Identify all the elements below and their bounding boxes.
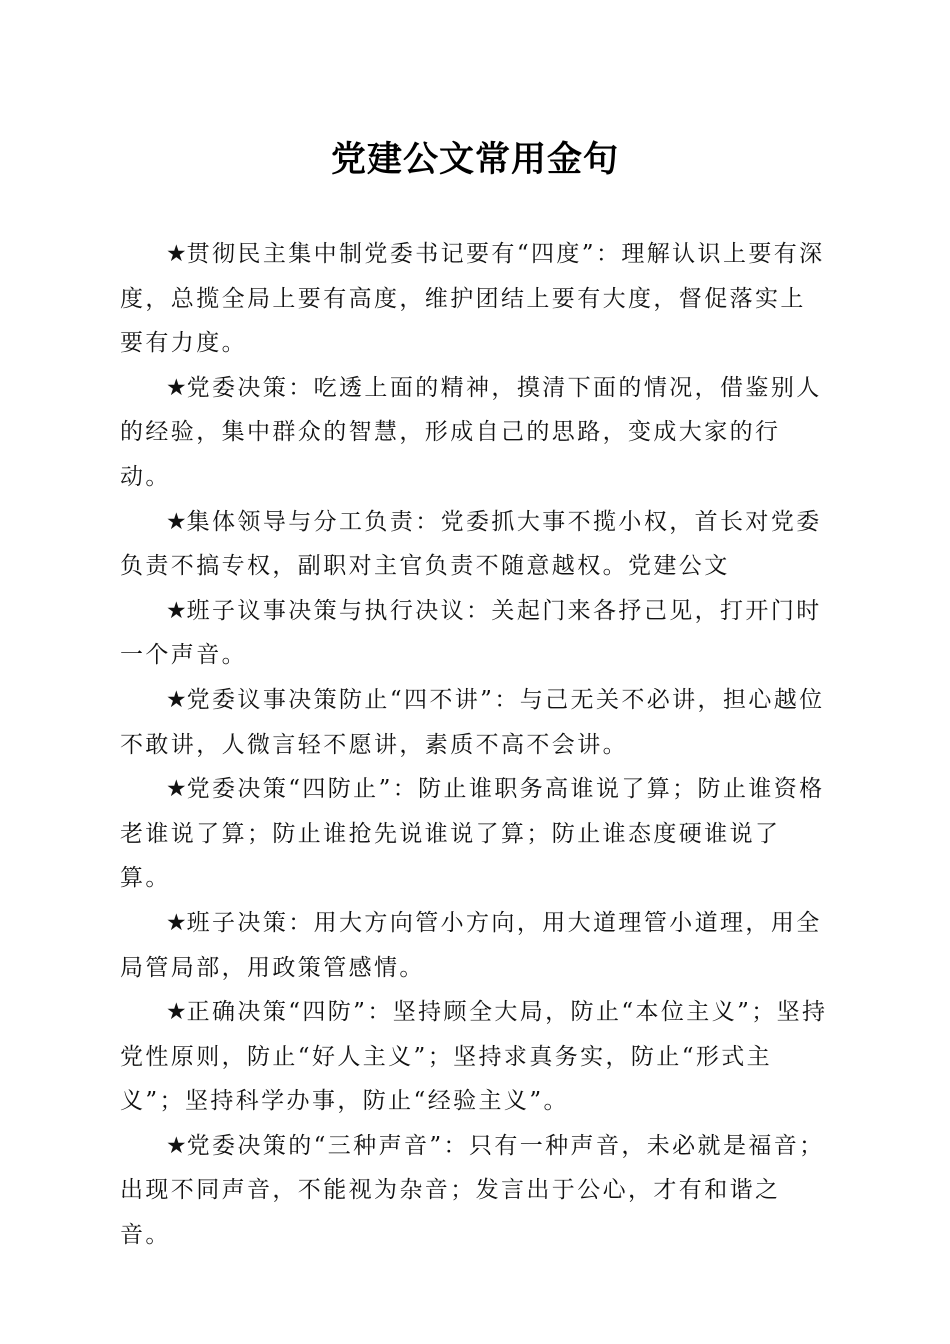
star-bullet-icon: ★: [166, 374, 187, 401]
document-title: 党建公文常用金句: [330, 139, 619, 180]
paragraph-text: 班子议事决策与执行决议：关起门来各抒己见，打开门时一个声音。: [120, 597, 822, 669]
paragraph-8: [120, 990, 830, 1124]
paragraph-4: [120, 589, 830, 678]
star-bullet-icon: ★: [166, 686, 187, 713]
paragraph-7: [120, 901, 830, 990]
star-bullet-icon: ★: [166, 241, 187, 267]
star-bullet-icon: ★: [166, 508, 187, 535]
paragraph-text: 班子决策：用大方向管小方向，用大道理管小道理，用全局管局部，用政策管感情。: [120, 909, 822, 981]
paragraph-2: [120, 366, 830, 500]
paragraph-text: 贯彻民主集中制党委书记要有“四度”：理解认识上要有深度，总揽全局上要有高度，维护团结上要有大度，督促落实上要有力度。: [120, 241, 825, 357]
paragraph-6: [120, 767, 830, 901]
paragraph-text: 党委议事决策防止“四不讲”：与己无关不必讲，担心越位不敢讲，人微言轻不愿讲，素质不高不会讲。: [120, 686, 825, 758]
paragraph-text: 党委决策“四防止”：防止谁职务高谁说了算；防止谁资格老谁说了算；防止谁抢先说谁说了算；防止谁态度硬谁说了算。: [120, 776, 825, 892]
star-bullet-icon: ★: [166, 776, 187, 803]
paragraph-1: [120, 232, 830, 366]
paragraph-3: [120, 500, 830, 589]
star-bullet-icon: ★: [166, 999, 187, 1026]
paragraph-text: 党委决策的“三种声音”：只有一种声音，未必就是福音；出现不同声音，不能视为杂音；发言出于公心，才有和谐之音。: [120, 1132, 825, 1249]
document-body: [120, 232, 830, 1258]
paragraph-text: 正确决策“四防”：坚持顾全大局，防止“本位主义”；坚持党性原则，防止“好人主义”；坚持求真务实，防止“形式主义”；坚持科学办事，防止“经验主义”。: [120, 999, 828, 1115]
paragraph-text: 集体领导与分工负责：党委抓大事不揽小权，首长对党委负责不搞专权，副职对主官负责不随意越权。党建公文: [120, 508, 822, 580]
star-bullet-icon: ★: [166, 909, 187, 936]
paragraph-9: [120, 1124, 830, 1258]
paragraph-text: 党委决策：吃透上面的精神，摸清下面的情况，借鉴别人的经验，集中群众的智慧，形成自己的思路，变成大家的行动。: [120, 374, 822, 490]
star-bullet-icon: ★: [166, 597, 187, 624]
star-bullet-icon: ★: [166, 1132, 187, 1159]
paragraph-5: [120, 678, 830, 767]
